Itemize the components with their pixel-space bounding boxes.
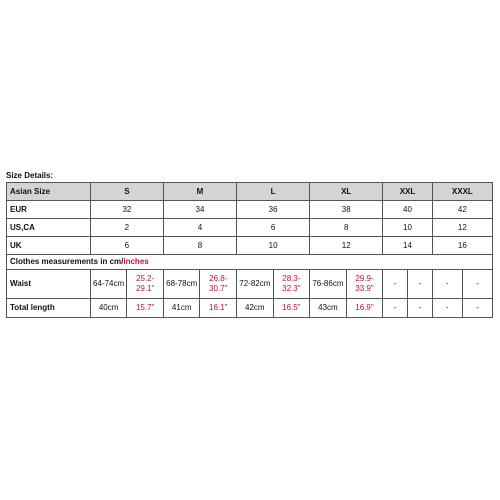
cm-cell: 43cm bbox=[310, 299, 347, 318]
table-cell: 4 bbox=[163, 219, 236, 237]
cm-cell: 42cm bbox=[237, 299, 274, 318]
table-row bbox=[7, 270, 493, 299]
cm-cell: 41cm bbox=[163, 299, 200, 318]
inch-cell: - bbox=[407, 270, 432, 299]
table-cell: 34 bbox=[163, 201, 236, 219]
size-chart-table bbox=[6, 182, 493, 318]
table-row bbox=[7, 299, 493, 318]
inch-cell: - bbox=[462, 270, 492, 299]
measurements-section-row bbox=[7, 255, 493, 270]
cm-cell: 76-86cm bbox=[310, 270, 347, 299]
cm-cell: - bbox=[432, 299, 462, 318]
row-label: EUR bbox=[7, 201, 91, 219]
cm-cell: - bbox=[383, 299, 408, 318]
size-header-xxl: XXL bbox=[383, 183, 432, 201]
inch-cell: 16.9" bbox=[346, 299, 383, 318]
table-cell: 32 bbox=[90, 201, 163, 219]
size-header-l: L bbox=[237, 183, 310, 201]
table-cell: 42 bbox=[432, 201, 492, 219]
table-cell: 40 bbox=[383, 201, 432, 219]
inch-cell: 28.3-32.3" bbox=[273, 270, 310, 299]
size-details-title: Size Details: bbox=[6, 171, 54, 180]
inch-cell: 15.7" bbox=[127, 299, 164, 318]
cm-cell: - bbox=[383, 270, 408, 299]
inch-cell: - bbox=[462, 299, 492, 318]
inch-cell: 16.1" bbox=[200, 299, 237, 318]
row-label: Total length bbox=[7, 299, 91, 318]
measurements-section-heading bbox=[7, 255, 493, 270]
cm-cell: 72-82cm bbox=[237, 270, 274, 299]
table-cell: 16 bbox=[432, 237, 492, 255]
inch-cell: 26.8-30.7" bbox=[200, 270, 237, 299]
table-cell: 14 bbox=[383, 237, 432, 255]
size-header-xxxl: XXXL bbox=[432, 183, 492, 201]
size-header-s: S bbox=[90, 183, 163, 201]
table-cell: 10 bbox=[383, 219, 432, 237]
table-cell: 8 bbox=[310, 219, 383, 237]
table-cell: 8 bbox=[163, 237, 236, 255]
cm-cell: 68-78cm bbox=[163, 270, 200, 299]
cm-cell: - bbox=[432, 270, 462, 299]
table-row bbox=[7, 201, 493, 219]
row-label: US,CA bbox=[7, 219, 91, 237]
size-header-xl: XL bbox=[310, 183, 383, 201]
size-header-m: M bbox=[163, 183, 236, 201]
inch-cell: 25.2-29.1" bbox=[127, 270, 164, 299]
table-row bbox=[7, 237, 493, 255]
row-label: UK bbox=[7, 237, 91, 255]
header-label: Asian Size bbox=[7, 183, 91, 201]
section-heading-prefix: Clothes measurements in cm/ bbox=[10, 257, 124, 266]
cm-cell: 64-74cm bbox=[90, 270, 127, 299]
inch-cell: - bbox=[407, 299, 432, 318]
table-cell: 6 bbox=[90, 237, 163, 255]
table-cell: 38 bbox=[310, 201, 383, 219]
inch-cell: 16.5" bbox=[273, 299, 310, 318]
header-row bbox=[7, 183, 493, 201]
inch-cell: 29.9-33.9" bbox=[346, 270, 383, 299]
table-cell: 12 bbox=[432, 219, 492, 237]
table-cell: 12 bbox=[310, 237, 383, 255]
table-cell: 6 bbox=[237, 219, 310, 237]
section-heading-inches: inches bbox=[123, 257, 149, 266]
row-label: Waist bbox=[7, 270, 91, 299]
table-cell: 36 bbox=[237, 201, 310, 219]
table-row bbox=[7, 219, 493, 237]
table-cell: 2 bbox=[90, 219, 163, 237]
table-cell: 10 bbox=[237, 237, 310, 255]
cm-cell: 40cm bbox=[90, 299, 127, 318]
